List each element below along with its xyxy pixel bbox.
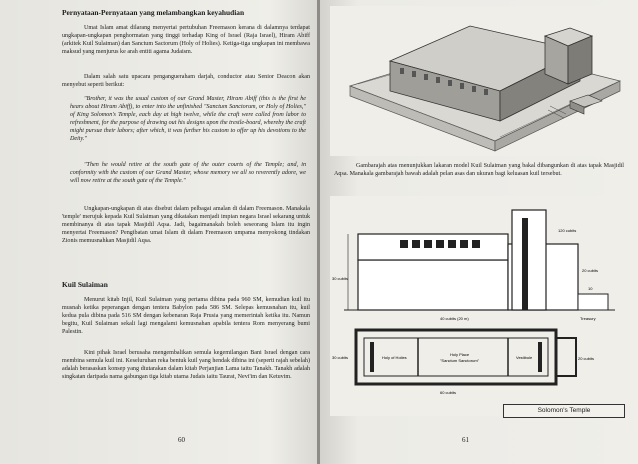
dim-label-9: 20 cubits: [578, 356, 595, 361]
dim-label-6: 30 cubits: [332, 355, 349, 360]
left-page: [0, 0, 318, 464]
temple-model-illustration: [330, 6, 626, 156]
page-number-left: 60: [178, 436, 185, 444]
plan-label-holy: Holy Place: [450, 352, 470, 357]
subheading: Kuil Sulaiman: [62, 280, 108, 289]
dim-label-5: 40 cubits (20 m): [440, 316, 469, 321]
plan-title-box: Solomon's Temple: [503, 404, 625, 418]
paragraph-4: Menurut kitab Injil, Kuil Sulaiman yang pertama dibina pada 960 SM, kemudian kuil itu musnah ketika peperangan dengan tentera Babylon pada 586 SM. Selepas kemusnahan itu, kuil kedua pula dibina pada 516 SM dengan kebenaran Raja Prusia yang memerintah ketika itu. Namun begitu, Kuil Sulaiman sekali lagi mengalami kemusnahan apabila tentera Rom menyerang bumi Palestin.: [62, 297, 310, 336]
paragraph-5: Kini pihak Israel berusaha mengembalikan semula kegemilangan Bani Israel dengan cara membina semula kuil ini. Keseluruhan reka bentuk kuil yang hendak dibina ini (seperti rajah sebelah) adalah berasaskan konsep yang diutarakan dalam kitab Perjanjian Lama iaitu Tanakh. Tanakh adalah singkatan daripada nama gabungan tiga kitab utama Judais iaitu Taurat, Nevi'im dan Ketuvim.: [62, 350, 310, 381]
dim-label-7: Treasury: [580, 316, 596, 321]
figure-caption: Gambarajah atas menunjukkan lakaran model Kuil Sulaiman yang bakal dibangunkan di atas tapak Masjidil Aqsa. Manakala gambarajah bawah adalah pelan asas dan ukuran bagi keluasan kuil tersebut.: [334, 163, 624, 178]
paragraph-3: Ungkapan-ungkapan di atas disebut dalam pelbagai amalan di dalam Freemason. Manakala 'temple' merujuk kepada Kuil Sulaiman yang dikatakan menjadi impian negara Israel sekarang untuk membinanya di atas tapak Masjidil Aqsa. Jadi, bagaimanakah boleh seseorang Islam itu ingin menyertai Freemason? Pengibatan umat Islam di dalam Freemason umpama menyokong tindakan Zionis memusnahkan Masjidil Aqsa.: [62, 206, 310, 245]
plan-label-holy-sub: "Sanctum Sanctorum": [440, 358, 480, 363]
dim-label-8: 60 cubits: [440, 390, 457, 395]
dim-label-4: 10: [588, 286, 593, 291]
paragraph-2: Dalam salah satu upacara pengangueraham darjah, conductor atau Senior Deacon akan menyebut seperti berikut:: [62, 74, 310, 89]
section-header: Pernyataan-Pernyataan yang melambangkan keyahudian: [62, 8, 245, 17]
page-number-right: 61: [462, 436, 469, 444]
right-page: [320, 0, 638, 464]
dim-label-1: 30 cubits: [332, 276, 349, 281]
dim-label-3: 20 cubits: [582, 268, 599, 273]
quote-2: "Then he would retire at the south gate of the outer courts of the Temple; and, in conformity with the custom of our Grand Master, whose memory we all so reverently adore, we will now retire at the south gate of the Temple.": [70, 162, 306, 185]
temple-plan-diagram: [330, 196, 626, 416]
plan-label-vestibule: Vestibule: [516, 355, 533, 360]
quote-1: "Brother, it was the usual custom of our Grand Master, Hiram Abiff (this is the first he hears about Hiram Abiff), to enter into the unfinished "Sanctum Sanctorum, or Holy of Holies," of King Solomon's Temple, each day at high twelve, while the craft were called from labor to refreshment, for the purpose of drawing out his designs upon the trestle-board, whereby the craft might pursue their labors; after which, it was further his custom to offer up his devotions to the Deity.": [70, 96, 306, 143]
paragraph-1: Umat Islam amat dilarang menyertai pertubuhan Freemason kerana di dalamnya terdapat ungkapan-ungkapan penghormatan yang tinggi terhadap King of Israel (Raja Israel), Hiram Abiff (arkitek Kuil Sulaiman) dan Sanctum Sactorum (Holy of Holies). Ketiga-tiga ungkapan ini membawa maksud yang menjurus ke arah entiti agama Judaism.: [62, 25, 310, 56]
plan-label-most-holy: Holy of Holies: [382, 355, 407, 360]
dim-label-2: 120 cubits: [558, 228, 577, 233]
